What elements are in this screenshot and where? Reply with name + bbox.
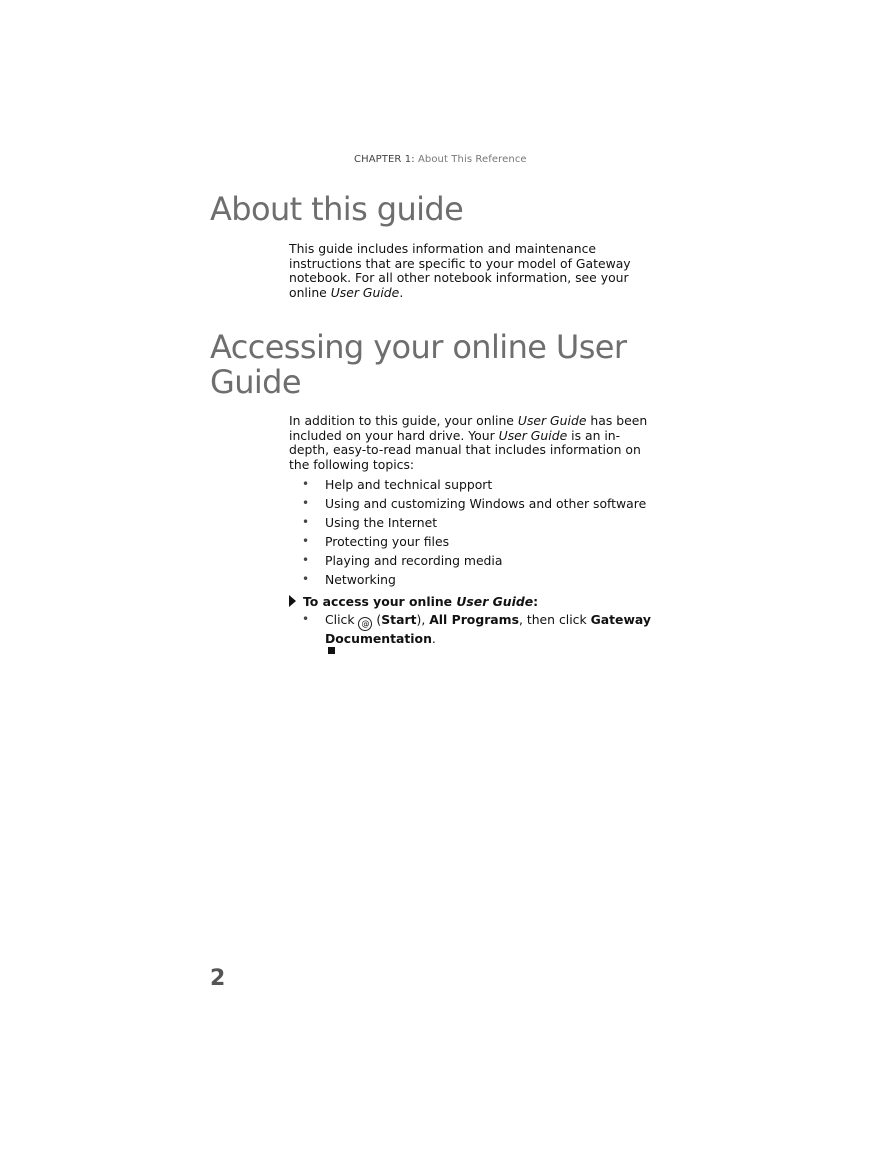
procedure-heading-colon: : bbox=[533, 594, 539, 609]
list-item-text: Using the Internet bbox=[325, 515, 438, 530]
end-of-procedure-icon bbox=[328, 647, 335, 654]
list-item bbox=[289, 551, 669, 570]
list-item-text: Using and customizing Windows and other software bbox=[325, 496, 647, 511]
intro-italic-1: User Guide bbox=[517, 413, 587, 428]
intro-text-2: has been included on your hard drive. Your bbox=[289, 413, 648, 443]
list-item bbox=[289, 532, 669, 551]
bullet-icon: • bbox=[302, 534, 310, 548]
accessing-intro-paragraph bbox=[289, 414, 657, 472]
running-head bbox=[354, 154, 527, 165]
topics-list bbox=[289, 475, 669, 589]
triangle-right-icon bbox=[289, 595, 296, 607]
section-heading-about: About this guide bbox=[210, 190, 464, 228]
about-text-italic: User Guide bbox=[330, 284, 400, 300]
list-item-text: Help and technical support bbox=[325, 477, 493, 492]
bullet-icon: • bbox=[302, 515, 310, 529]
step-all-programs-label: All Programs bbox=[429, 612, 519, 627]
intro-text-3: is an in-depth, easy-to-read manual that includes information on the following topics: bbox=[289, 427, 641, 472]
list-item-text: Playing and recording media bbox=[325, 553, 503, 568]
start-icon: @ bbox=[358, 617, 372, 631]
bullet-icon: • bbox=[302, 496, 310, 510]
list-item bbox=[289, 494, 669, 513]
procedure-heading-text: To access your online bbox=[303, 594, 457, 609]
chapter-title: About This Reference bbox=[417, 154, 527, 165]
intro-italic-2: User Guide bbox=[498, 427, 568, 443]
step-text-paren-close: ), bbox=[416, 612, 430, 627]
list-item-text: Networking bbox=[325, 572, 396, 587]
bullet-icon: • bbox=[302, 572, 310, 586]
section-heading-accessing: Accessing your online User Guide bbox=[210, 328, 627, 401]
step-text-click: Click bbox=[325, 612, 359, 627]
step-text-then-click: , then click bbox=[518, 612, 591, 627]
page-number: 2 bbox=[210, 966, 226, 991]
step-gateway-documentation-label: Gateway Documentation bbox=[325, 612, 651, 646]
procedure-step bbox=[289, 612, 659, 646]
about-text-2: . bbox=[399, 284, 404, 300]
step-text-period: . bbox=[431, 631, 436, 646]
intro-text-1: In addition to this guide, your online bbox=[289, 413, 518, 428]
bullet-icon: • bbox=[302, 553, 310, 567]
step-text-paren-open: ( bbox=[372, 612, 382, 627]
list-item bbox=[289, 513, 669, 532]
bullet-icon: • bbox=[302, 477, 310, 491]
list-item bbox=[289, 570, 669, 589]
procedure-heading-italic: User Guide bbox=[456, 594, 534, 609]
chapter-label: CHAPTER 1: bbox=[354, 154, 415, 165]
list-item bbox=[289, 475, 669, 494]
about-text-1: This guide includes information and maintenance instructions that are specific to your model of Gateway notebook. For all other notebook information, see your online bbox=[289, 241, 631, 300]
about-paragraph bbox=[289, 242, 657, 300]
bullet-icon: • bbox=[302, 612, 310, 626]
procedure-heading bbox=[289, 594, 538, 609]
list-item-text: Protecting your files bbox=[325, 534, 450, 549]
step-start-label: Start bbox=[381, 612, 417, 627]
